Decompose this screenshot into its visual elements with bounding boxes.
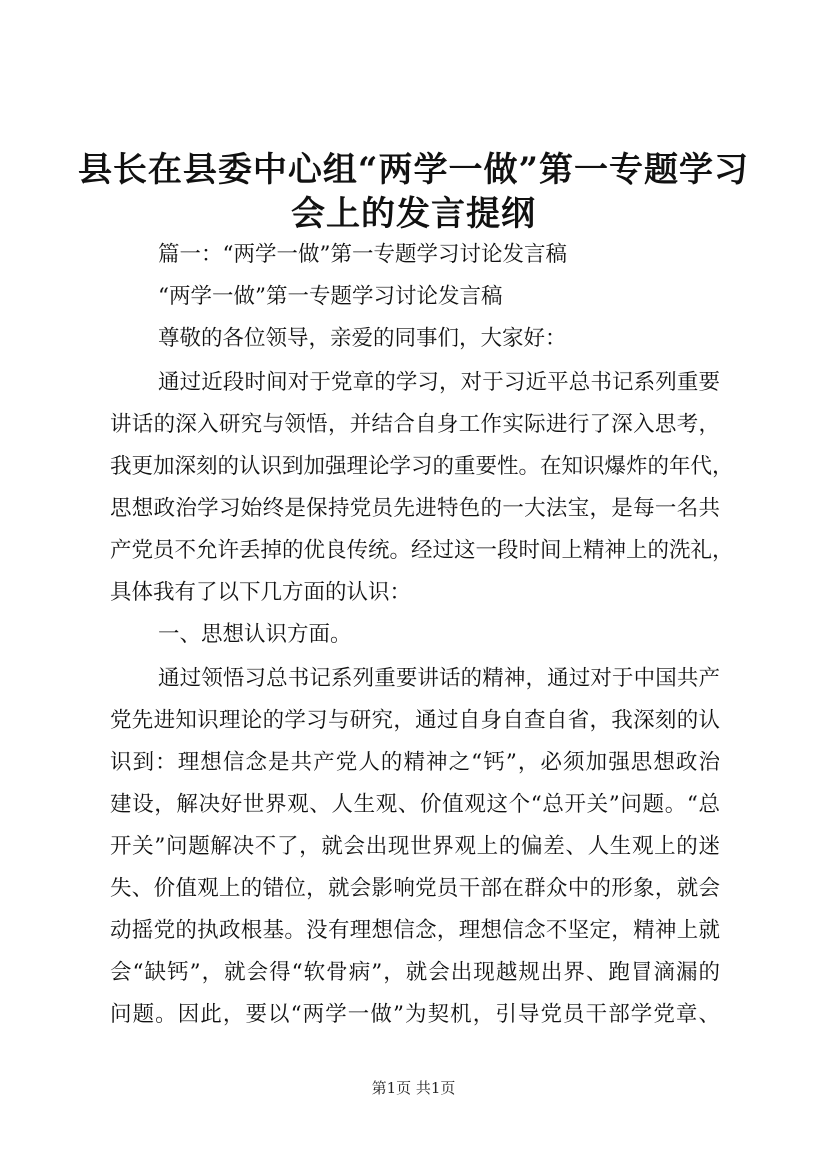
- paragraph-line: 开关”问题解决不了，就会出现世界观上的偏差、人生观上的迷: [110, 834, 720, 859]
- paragraph-line: 具体我有了以下几方面的认识：: [110, 580, 412, 605]
- paragraph-line: 建设，解决好世界观、人生观、价值观这个“总开关”问题。“总: [110, 792, 720, 817]
- paragraph-line: 识到：理想信念是共产党人的精神之“钙”，必须加强思想政治: [110, 750, 720, 775]
- paragraph-line: 我更加深刻的认识到加强理论学习的重要性。在知识爆炸的年代，: [110, 454, 734, 479]
- paragraph-line: 失、价值观上的错位，就会影响党员干部在群众中的形象，就会: [110, 876, 720, 901]
- section-heading: 篇一：“两学一做”第一专题学习讨论发言稿: [158, 242, 567, 267]
- subsection-heading: 一、思想认识方面。: [158, 622, 352, 647]
- paragraph-line: 动摇党的执政根基。没有理想信念，理想信念不坚定，精神上就: [110, 918, 720, 943]
- paragraph-line: 讲话的深入研究与领悟，并结合自身工作实际进行了深入思考，: [110, 412, 720, 437]
- paragraph-line: 会“缺钙”，就会得“软骨病”，就会出现越规出界、跑冒滴漏的: [110, 960, 720, 985]
- document-title-line-1: 县长在县委中心组“两学一做”第一专题学习: [77, 150, 750, 190]
- paragraph-line: 通过领悟习总书记系列重要讲话的精神，通过对于中国共产: [158, 666, 720, 691]
- salutation: 尊敬的各位领导，亲爱的同事们，大家好：: [158, 326, 567, 351]
- paragraph-line: 思想政治学习始终是保持党员先进特色的一大法宝，是每一名共: [110, 496, 720, 521]
- page-number-footer: 第1页 共1页: [371, 1079, 456, 1097]
- paragraph-line: 问题。因此，要以“两学一做”为契机，引导党员干部学党章、: [110, 1002, 720, 1027]
- speech-title: “两学一做”第一专题学习讨论发言稿: [158, 284, 503, 309]
- paragraph-line: 通过近段时间对于党章的学习，对于习近平总书记系列重要: [158, 370, 720, 395]
- paragraph-line: 产党员不允许丢掉的优良传统。经过这一段时间上精神上的洗礼，: [110, 538, 734, 563]
- document-title-line-2: 会上的发言提纲: [291, 194, 536, 234]
- paragraph-line: 党先进知识理论的学习与研究，通过自身自查自省，我深刻的认: [110, 708, 720, 733]
